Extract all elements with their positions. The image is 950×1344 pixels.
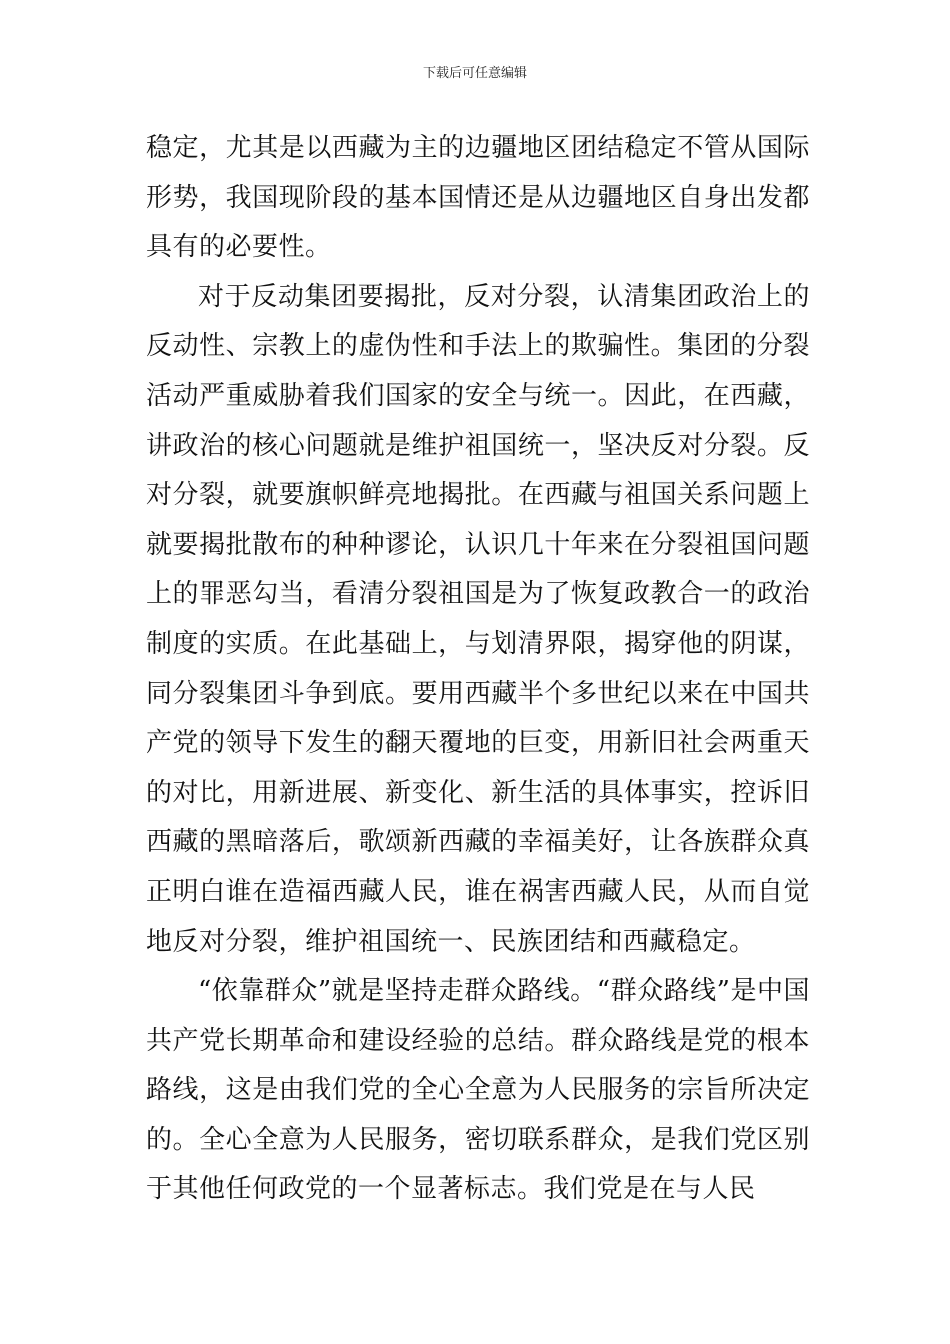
paragraph-3: “依靠群众”就是坚持走群众路线。“群众路线”是中国共产党长期革命和建设经验的总结。群众路线是党的根本路线，这是由我们党的全心全意为人民服务的宗旨所决定的。全心全意为人民服务，密切联系群众，是我们党区别于其他任何政党的一个显著标志。我们党是在与人民 <box>146 976 810 1205</box>
document-body <box>146 124 810 1215</box>
paragraph-1: 稳定，尤其是以西藏为主的边疆地区团结稳定不管从国际形势，我国现阶段的基本国情还是从边疆地区自身出发都具有的必要性。 <box>146 133 810 263</box>
page-header: 下载后可任意编辑 <box>422 66 527 81</box>
paragraph-2: 对于反动集团要揭批，反对分裂，认清集团政治上的反动性、宗教上的虚伪性和手法上的欺骗性。集团的分裂活动严重威胁着我们国家的安全与统一。因此，在西藏，讲政治的核心问题就是维护祖国统一，坚决反对分裂。反对分裂，就要旗帜鲜亮地揭批。在西藏与祖国关系问题上就要揭批散布的种种谬论，认识几十年来在分裂祖国问题上的罪恶勾当，看清分裂祖国是为了恢复政教合一的政治制度的实质。在此基础上，与划清界限，揭穿他的阴谋，同分裂集团斗争到底。要用西藏半个多世纪以来在中国共产党的领导下发生的翻天覆地的巨变，用新旧社会两重天的对比，用新进展、新变化、新生活的具体事实，控诉旧西藏的黑暗落后，歌颂新西藏的幸福美好，让各族群众真正明白谁在造福西藏人民，谁在祸害西藏人民，从而自觉地反对分裂，维护祖国统一、民族团结和西藏稳定。 <box>146 281 810 957</box>
